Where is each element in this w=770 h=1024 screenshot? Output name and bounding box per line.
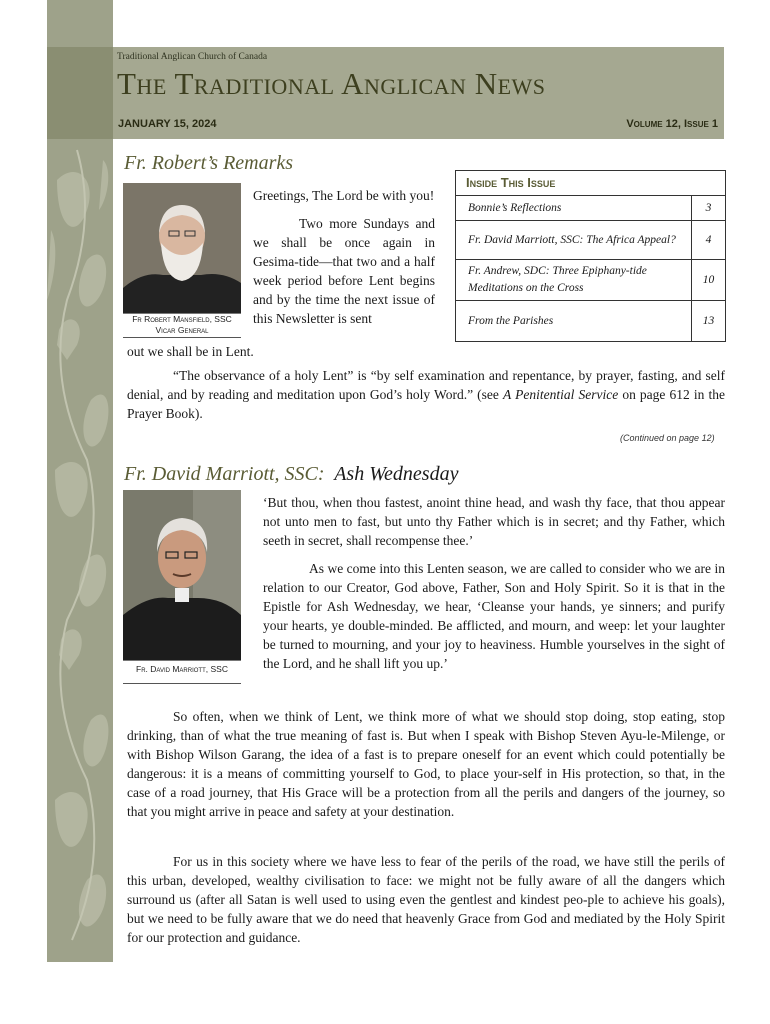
portrait-david-marriott [123, 490, 241, 661]
ash-wednesday-column [263, 493, 725, 673]
volume-issue: Volume 12, Issue 1 [626, 118, 718, 130]
paragraph-text: For us in this society where we have less to fear of the perils of the road, we have still the perils of this urban, developed, wealthy civilisation to face: we might not be fully aware of all the dangers which surround us (after all Satan is well used to using even the gentlest and kindest peo-ple to achieve his goals), but we need to be fully aware that we do need that heavenly Grace from God and mediated by the Holy Spirit for our protection and guidance. [127, 854, 725, 945]
caption-title: Vicar General [155, 325, 209, 335]
leaf-pattern-icon [47, 0, 113, 962]
toc-title: Inside This Issue [456, 171, 725, 196]
remarks-paragraph-2 [127, 366, 725, 423]
toc-label: Fr. David Marriott, SSC: The Africa Appeal? [456, 221, 692, 259]
remarks-column-text [253, 186, 435, 328]
heading-subject: Ash Wednesday [334, 463, 459, 485]
article-heading-ash-wednesday [124, 463, 458, 486]
portrait-caption [123, 314, 241, 336]
caption-rule [123, 337, 241, 338]
toc-label: From the Parishes [456, 301, 692, 341]
inside-this-issue-box [455, 170, 726, 342]
remarks-page-ref: on page 612 in the Prayer Book). [127, 387, 725, 421]
ash-wednesday-paragraph-2 [127, 707, 725, 821]
toc-row[interactable] [456, 301, 725, 341]
toc-row[interactable] [456, 221, 725, 260]
portrait-caption: Fr. David Marriott, SSC [136, 664, 228, 674]
issue-date: JANUARY 15, 2024 [118, 118, 217, 130]
header-ornament [47, 47, 113, 139]
toc-label: Fr. Andrew, SDC: Three Epiphany-tide Meditations on the Cross [456, 260, 692, 300]
continued-note: (Continued on page 12) [620, 433, 715, 443]
toc-row[interactable] [456, 260, 725, 301]
toc-page: 3 [705, 202, 712, 214]
newsletter-title: The Traditional Anglican News [117, 66, 546, 101]
toc-label: Bonnie’s Reflections [456, 196, 692, 220]
portrait-robert-mansfield [123, 183, 241, 314]
remarks-paragraph-1: Two more Sundays and we shall be once again in Gesima-tide—that two and a half week period before Lent begins and by the time the next issue of this Newsletter is sent [253, 216, 435, 326]
caption-rule [123, 683, 241, 684]
remarks-service-title: A Penitential Service [503, 387, 619, 402]
remarks-quote-text: “The observance of a holy Lent” is “by self examination and repentance, by prayer, fasting, and self denial, and by reading and meditation upon God’s holy Word.” (see [127, 368, 725, 402]
article-heading-remarks: Fr. Robert’s Remarks [124, 152, 294, 174]
ash-wednesday-paragraph-3 [127, 852, 725, 947]
toc-row[interactable] [456, 196, 725, 221]
toc-page: 4 [705, 234, 712, 246]
ash-wednesday-paragraph-1: As we come into this Lenten season, we are called to consider who we are in relation to our Creator, God above, Father, Son and Holy Spirit. So it is that in the Epistle for Ash Wednesday, we hear, ‘Cleanse your hands, ye sinners; and purify your hearts, ye double-minded. Be afflicted, and mourn, and weep: let your laughter be turned to mourning, and your joy to heaviness. Humble yourselves in the sight of the Lord, and he shall lift you up.’ [263, 561, 725, 671]
remarks-paragraph-1-end: out we shall be in Lent. [127, 344, 254, 359]
caption-name: Fr Robert Mansfield, SSC [132, 314, 232, 324]
paragraph-text: So often, when we think of Lent, we think more of what we should stop doing, stop eating, stop drinking, than of what the true meaning of fast is. But when I speak with Bishop Steven Ayu-le-Milenge, or with Bishop Wilson Garang, the idea of a fast is to prepare oneself for an event which could potentially be dangerous: it is a means of committing yourself to God, to place your-self in His protection, so that, in the case of a road journey, that His Grace will be a protection from all the perils and dangers of the journey, so that you might arrive in peace and safety at your destination. [127, 709, 725, 819]
toc-page: 13 [702, 315, 715, 327]
remarks-greeting: Greetings, The Lord be with you! [253, 188, 435, 203]
scripture-quote: ‘But thou, when thou fastest, anoint thine head, and wash thy face, that thou appear not unto men to fast, but unto thy Father which is in secret; and thy Father, which seeth in secret, shall recompense thee.’ [263, 495, 725, 548]
toc-page: 10 [702, 274, 715, 286]
heading-author: Fr. David Marriott, SSC: [124, 463, 325, 485]
decorative-sidebar [47, 0, 113, 962]
organization-name: Traditional Anglican Church of Canada [117, 52, 268, 62]
